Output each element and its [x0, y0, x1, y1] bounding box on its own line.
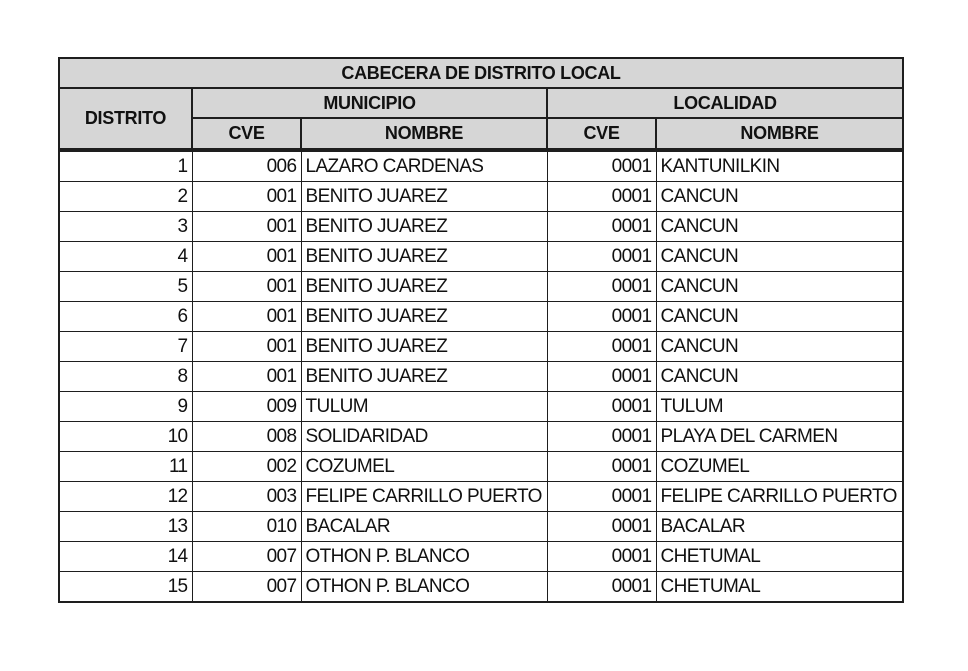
cell-municipio-cve: 001: [192, 242, 301, 272]
cell-municipio-cve: 001: [192, 362, 301, 392]
header-localidad-nombre: NOMBRE: [656, 118, 903, 150]
header-localidad-cve: CVE: [547, 118, 656, 150]
cell-localidad-nombre: FELIPE CARRILLO PUERTO: [656, 482, 903, 512]
cell-localidad-cve: 0001: [547, 242, 656, 272]
table-row: [59, 572, 903, 603]
cell-municipio-cve: 002: [192, 452, 301, 482]
cell-localidad-nombre: CANCUN: [656, 302, 903, 332]
cell-localidad-nombre: PLAYA DEL CARMEN: [656, 422, 903, 452]
cell-localidad-cve: 0001: [547, 362, 656, 392]
cell-localidad-nombre: CHETUMAL: [656, 572, 903, 603]
cell-distrito: 15: [59, 572, 192, 603]
cell-municipio-cve: 003: [192, 482, 301, 512]
cell-distrito: 13: [59, 512, 192, 542]
table-row: [59, 422, 903, 452]
cell-distrito: 8: [59, 362, 192, 392]
table-row: [59, 482, 903, 512]
cell-distrito: 5: [59, 272, 192, 302]
cell-distrito: 6: [59, 302, 192, 332]
cell-localidad-nombre: CANCUN: [656, 362, 903, 392]
cell-distrito: 9: [59, 392, 192, 422]
table-row: [59, 452, 903, 482]
cell-municipio-nombre: BENITO JUAREZ: [301, 212, 547, 242]
cell-localidad-nombre: CANCUN: [656, 332, 903, 362]
cell-localidad-cve: 0001: [547, 512, 656, 542]
table-row: [59, 272, 903, 302]
cell-municipio-nombre: LAZARO CARDENAS: [301, 150, 547, 182]
cell-municipio-cve: 001: [192, 212, 301, 242]
cell-localidad-cve: 0001: [547, 332, 656, 362]
cell-municipio-nombre: TULUM: [301, 392, 547, 422]
cell-municipio-nombre: OTHON P. BLANCO: [301, 572, 547, 603]
cell-localidad-nombre: TULUM: [656, 392, 903, 422]
table-row: [59, 512, 903, 542]
cell-municipio-cve: 007: [192, 542, 301, 572]
cell-localidad-nombre: CANCUN: [656, 272, 903, 302]
table-row: [59, 182, 903, 212]
cell-municipio-cve: 001: [192, 332, 301, 362]
cell-municipio-nombre: BACALAR: [301, 512, 547, 542]
table-row: [59, 392, 903, 422]
cell-localidad-nombre: CANCUN: [656, 242, 903, 272]
cell-localidad-cve: 0001: [547, 272, 656, 302]
cell-municipio-cve: 009: [192, 392, 301, 422]
cell-municipio-nombre: BENITO JUAREZ: [301, 362, 547, 392]
cell-municipio-cve: 001: [192, 272, 301, 302]
cell-municipio-nombre: OTHON P. BLANCO: [301, 542, 547, 572]
cell-distrito: 4: [59, 242, 192, 272]
cell-localidad-cve: 0001: [547, 212, 656, 242]
cell-distrito: 14: [59, 542, 192, 572]
cell-municipio-nombre: BENITO JUAREZ: [301, 332, 547, 362]
header-localidad: LOCALIDAD: [547, 88, 903, 118]
cell-distrito: 10: [59, 422, 192, 452]
cell-localidad-cve: 0001: [547, 150, 656, 182]
header-municipio: MUNICIPIO: [192, 88, 547, 118]
cell-municipio-nombre: BENITO JUAREZ: [301, 272, 547, 302]
cell-municipio-nombre: BENITO JUAREZ: [301, 242, 547, 272]
cell-localidad-cve: 0001: [547, 572, 656, 603]
table-row: [59, 332, 903, 362]
table-row: [59, 150, 903, 182]
cell-distrito: 11: [59, 452, 192, 482]
table-row: [59, 242, 903, 272]
table-row: [59, 302, 903, 332]
cell-localidad-cve: 0001: [547, 302, 656, 332]
cell-localidad-cve: 0001: [547, 482, 656, 512]
cell-localidad-cve: 0001: [547, 452, 656, 482]
cell-localidad-cve: 0001: [547, 542, 656, 572]
header-municipio-cve: CVE: [192, 118, 301, 150]
cell-municipio-cve: 001: [192, 182, 301, 212]
cell-localidad-nombre: CANCUN: [656, 182, 903, 212]
cell-localidad-nombre: BACALAR: [656, 512, 903, 542]
cell-municipio-nombre: COZUMEL: [301, 452, 547, 482]
table-row: [59, 542, 903, 572]
cell-municipio-cve: 008: [192, 422, 301, 452]
table-row: [59, 212, 903, 242]
cell-municipio-nombre: FELIPE CARRILLO PUERTO: [301, 482, 547, 512]
cell-municipio-cve: 001: [192, 302, 301, 332]
cell-municipio-nombre: BENITO JUAREZ: [301, 182, 547, 212]
cell-distrito: 3: [59, 212, 192, 242]
cell-municipio-nombre: BENITO JUAREZ: [301, 302, 547, 332]
cell-localidad-nombre: CANCUN: [656, 212, 903, 242]
cell-localidad-cve: 0001: [547, 422, 656, 452]
cell-localidad-nombre: COZUMEL: [656, 452, 903, 482]
header-municipio-nombre: NOMBRE: [301, 118, 547, 150]
cell-localidad-cve: 0001: [547, 392, 656, 422]
cell-municipio-cve: 007: [192, 572, 301, 603]
table-row: [59, 362, 903, 392]
cell-municipio-cve: 010: [192, 512, 301, 542]
table-header: [59, 58, 903, 150]
header-distrito: DISTRITO: [59, 88, 192, 150]
cell-distrito: 1: [59, 150, 192, 182]
cell-distrito: 7: [59, 332, 192, 362]
cell-municipio-nombre: SOLIDARIDAD: [301, 422, 547, 452]
cell-localidad-nombre: KANTUNILKIN: [656, 150, 903, 182]
cell-localidad-nombre: CHETUMAL: [656, 542, 903, 572]
table-title: CABECERA DE DISTRITO LOCAL: [59, 58, 903, 88]
cell-distrito: 2: [59, 182, 192, 212]
table-body: [59, 150, 903, 602]
cell-municipio-cve: 006: [192, 150, 301, 182]
cell-distrito: 12: [59, 482, 192, 512]
cell-localidad-cve: 0001: [547, 182, 656, 212]
district-table: [58, 57, 904, 603]
